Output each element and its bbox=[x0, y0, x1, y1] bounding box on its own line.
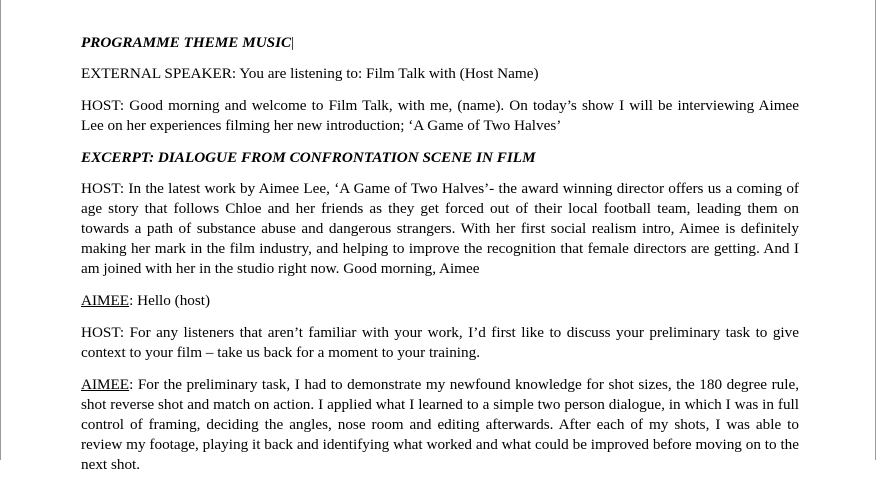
speaker-aimee: AIMEE bbox=[81, 292, 130, 309]
heading-excerpt: EXCERPT: DIALOGUE FROM CONFRONTATION SCENE IN FILM bbox=[81, 149, 536, 166]
paragraph-aimee-hello: AIMEE: Hello (host) bbox=[81, 292, 211, 309]
paragraph-host-question: HOST: For any listeners that aren’t familiar with your work, I’d first like to discuss your preliminary task to give context to your film – take us back for a moment to your training. bbox=[81, 324, 799, 361]
paragraph-aimee-answer: AIMEE: For the preliminary task, I had to demonstrate my newfound knowledge for shot sizes, the 180 degree rule, shot reverse shot and match on action. I applied what I learned to a simple two person dialogue, in which I was in full control of framing, deciding the angles, nose room and editing afterwards. After each of my shots, I was able to review my footage, playing it back and identifying what worked and what could be improved before moving on to the next shot. bbox=[81, 376, 799, 473]
text-cursor: | bbox=[291, 34, 295, 51]
heading-theme-music: PROGRAMME THEME MUSIC| bbox=[81, 34, 295, 51]
speaker-aimee: AIMEE bbox=[81, 376, 130, 393]
paragraph-host-intro: HOST: Good morning and welcome to Film Talk, with me, (name). On today’s show I will be interviewing Aimee Lee on her experiences filming her new introduction; ‘A Game of Two Halves’ bbox=[81, 97, 799, 134]
paragraph-host-latest-work: HOST: In the latest work by Aimee Lee, ‘A Game of Two Halves’- the award winning director offers us a coming of age story that follows Chloe and her friends as they get forced out of their local football team, leading them on towards a path of substance abuse and dangerous strangers. With her first social realism intro, Aimee is definitely making her mark in the film industry, and helping to improve the recognition that female directors are getting. And I am joined with her in the studio right now. Good morning, Aimee bbox=[81, 180, 799, 277]
document-body[interactable] bbox=[81, 33, 799, 487]
paragraph-external-speaker: EXTERNAL SPEAKER: You are listening to: Film Talk with (Host Name) bbox=[81, 65, 539, 82]
